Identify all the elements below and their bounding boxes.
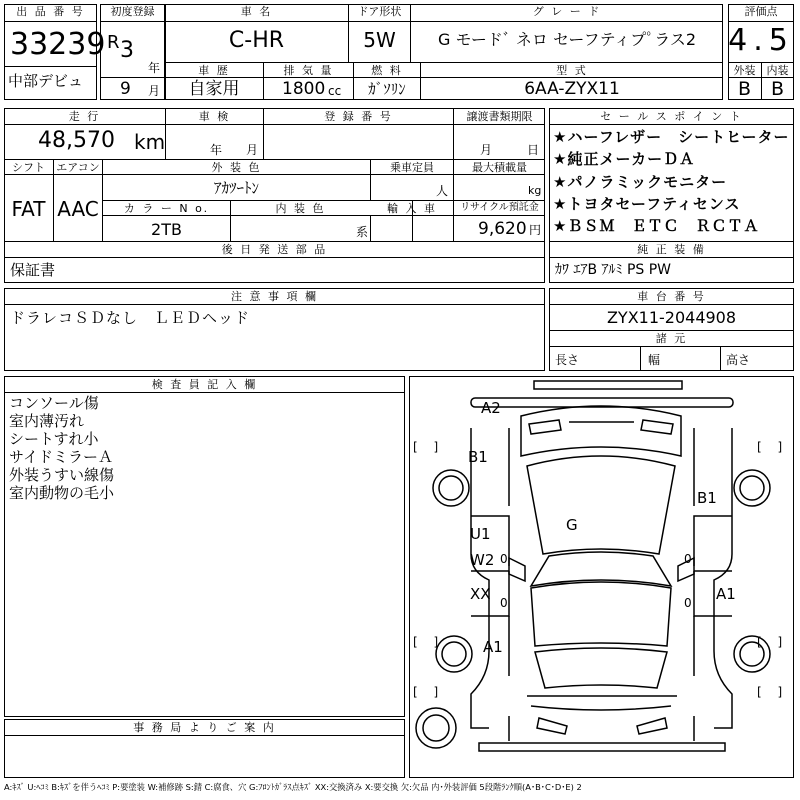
car-diagram bbox=[409, 376, 794, 778]
rear-lamp-right bbox=[641, 420, 673, 434]
shift-label: シフト bbox=[12, 161, 45, 174]
score-value: 4.5 bbox=[728, 23, 794, 58]
ac-label: エアコン bbox=[56, 161, 100, 174]
grade-label: グ レ ー ド bbox=[532, 5, 602, 18]
capacity-label: 乗車定員 bbox=[390, 161, 434, 174]
wheel-icon bbox=[442, 642, 466, 666]
displacement-value: 1800 bbox=[282, 79, 326, 99]
damage-mark: W2 bbox=[470, 551, 495, 569]
inspector-line: シートすれ小 bbox=[9, 430, 99, 448]
dims-label: 諸 元 bbox=[655, 332, 688, 345]
hood bbox=[531, 582, 671, 646]
left-side-body bbox=[471, 428, 489, 728]
car-name-label: 車 名 bbox=[240, 5, 273, 18]
bracket-mark: [ ] bbox=[413, 685, 445, 699]
later-parts-value: 保証書 bbox=[10, 261, 56, 279]
inspector-line: サイドミラーＡ bbox=[9, 448, 113, 466]
lot-label: 出 品 番 号 bbox=[16, 5, 85, 18]
bracket-mark: [ ] bbox=[757, 635, 789, 649]
ext-label: 外装 bbox=[733, 64, 756, 77]
bracket-mark: [ ] bbox=[757, 685, 789, 699]
headlamp-right bbox=[637, 718, 667, 734]
import-label: 輸 入 車 bbox=[387, 202, 437, 215]
legend: A:ｷｽﾞ U:ﾍｺﾐ B:ｷｽﾞを伴うﾍｺﾐ P:要塗装 W:補修跡 S:錆 C:腐食、穴 G:ﾌﾛﾝﾄｶﾞﾗｽ点ｷｽﾞ XX:交換済み X:要交換 欠:欠品 内･外装評価 5段階ﾗﾝｸ順(A･B･C･D･E) 2 bbox=[4, 782, 582, 792]
grade-value: G モードﾞ ネロ セーフティプﾟラス2 bbox=[438, 30, 696, 49]
mileage-label: 走 行 bbox=[68, 110, 101, 123]
int-value: B bbox=[770, 78, 785, 100]
length-label: 長さ bbox=[555, 353, 580, 367]
load-label: 最大積載量 bbox=[472, 161, 527, 174]
notes-label: 注 意 事 項 欄 bbox=[231, 290, 318, 303]
inspector-line: 外装うすい線傷 bbox=[9, 466, 115, 484]
equip-value: ｶﾜ ｴｱB ｱﾙﾐ PS PW bbox=[555, 262, 672, 278]
door-value: 5W bbox=[363, 28, 396, 52]
first-reg-label: 初度登録 bbox=[110, 5, 155, 18]
wheel-icon bbox=[740, 476, 764, 500]
history-label: 車 歴 bbox=[198, 64, 230, 77]
reg-era: R bbox=[107, 32, 120, 53]
fuel-value: ｶﾞｿﾘﾝ bbox=[368, 80, 406, 98]
zero-mark: 0 bbox=[500, 596, 508, 610]
ac-value: AAC bbox=[57, 197, 99, 221]
transfer-month: 月 bbox=[480, 143, 493, 157]
model-value: 6AA-ZYX11 bbox=[524, 79, 620, 99]
month-unit: 月 bbox=[148, 84, 161, 98]
bracket-mark: [ ] bbox=[757, 440, 789, 454]
later-parts-label: 後 日 発 送 部 品 bbox=[221, 243, 328, 256]
load-unit: kg bbox=[528, 184, 542, 197]
inspector-line: 室内薄汚れ bbox=[9, 412, 85, 430]
sales-point: ★ハーフレザー シートヒーター bbox=[553, 128, 790, 146]
damage-mark: A2 bbox=[481, 399, 501, 417]
reg-month: 9 bbox=[120, 79, 131, 99]
ext-color-value: ｱｶﾂｰﾄﾝ bbox=[213, 179, 259, 197]
ext-value: B bbox=[737, 78, 752, 100]
sales-point: ★トヨタセーフティセンス bbox=[553, 195, 741, 213]
mileage-value: 48,570 bbox=[38, 128, 115, 153]
color-no-label: カ ラ ー N o. bbox=[123, 202, 210, 215]
door-label: ドア形状 bbox=[357, 5, 402, 18]
reg-year: 3 bbox=[120, 38, 134, 63]
chassis-value: ZYX11-2044908 bbox=[606, 308, 737, 327]
int-label: 内装 bbox=[766, 64, 789, 77]
transfer-label: 譲渡書類期限 bbox=[466, 110, 533, 123]
sales-label: セ ー ル ス ポ イ ン ト bbox=[600, 110, 743, 123]
front-bumper bbox=[479, 743, 725, 751]
headlamp-left bbox=[537, 718, 567, 734]
sales-point: ★ＢＳＭ ＥＴＣ ＲＣＴＡ bbox=[553, 217, 760, 235]
notes-value: ドラレコＳＤなし ＬＥＤヘッド bbox=[10, 309, 251, 327]
zero-mark: 0 bbox=[500, 552, 508, 566]
mileage-unit: km bbox=[134, 130, 166, 154]
bracket-mark: [ ] bbox=[413, 635, 445, 649]
shift-value: FAT bbox=[11, 197, 46, 221]
transfer-day: 日 bbox=[527, 143, 540, 157]
inspector-line: 室内動物の毛小 bbox=[9, 484, 115, 502]
zero-mark: 0 bbox=[684, 552, 692, 566]
debut-label: 中部デビュ bbox=[8, 72, 84, 90]
inspector-label: 検 査 員 記 入 欄 bbox=[151, 378, 258, 391]
color-no-value: 2TB bbox=[151, 220, 182, 239]
car-name: C-HR bbox=[228, 28, 285, 53]
recycle-value: 9,620 bbox=[478, 219, 527, 239]
windshield bbox=[531, 552, 671, 586]
recycle-label: リサイクル預託金 bbox=[460, 202, 539, 213]
damage-mark: XX bbox=[470, 585, 491, 603]
damage-mark: B1 bbox=[468, 448, 488, 466]
inspector-line: コンソール傷 bbox=[9, 394, 99, 412]
damage-mark: A1 bbox=[483, 638, 503, 656]
int-color-label: 内 装 色 bbox=[275, 202, 326, 215]
displacement-unit: cc bbox=[328, 84, 342, 98]
height-label: 高さ bbox=[726, 353, 751, 367]
roof-mark bbox=[534, 381, 682, 389]
rear-lamp-left bbox=[529, 420, 561, 434]
model-label: 型 式 bbox=[556, 64, 588, 77]
lot-number: 33239 bbox=[10, 27, 106, 62]
damage-mark: U1 bbox=[470, 525, 491, 543]
damage-mark: G bbox=[566, 516, 578, 534]
recycle-unit: 円 bbox=[529, 223, 542, 237]
sales-point: ★純正メーカーＤＡ bbox=[553, 150, 696, 168]
reg-no-label: 登 録 番 号 bbox=[324, 110, 393, 123]
zero-mark: 0 bbox=[684, 596, 692, 610]
fuel-label: 燃 料 bbox=[371, 64, 403, 77]
equip-label: 純 正 装 備 bbox=[637, 243, 706, 256]
wheel-icon bbox=[423, 715, 449, 741]
wheel-icon bbox=[439, 476, 463, 500]
width-label: 幅 bbox=[648, 353, 661, 367]
roof bbox=[527, 456, 675, 554]
bracket-mark: [ ] bbox=[413, 440, 445, 454]
capacity-unit: 人 bbox=[436, 184, 449, 198]
int-color-unit: 系 bbox=[356, 225, 369, 239]
damage-mark: B1 bbox=[697, 489, 717, 507]
chassis-label: 車 台 番 号 bbox=[637, 290, 706, 303]
insp-month: 月 bbox=[246, 143, 259, 157]
right-side-body bbox=[714, 428, 732, 728]
sales-point: ★パノラミックモニター bbox=[553, 173, 728, 191]
year-unit: 年 bbox=[148, 61, 161, 75]
wheel-icon bbox=[416, 708, 456, 748]
ext-color-label: 外 装 色 bbox=[211, 161, 262, 174]
history-value: 自家用 bbox=[188, 79, 240, 99]
front-grille bbox=[535, 648, 667, 688]
office-label: 事 務 局 よ り ご 案 内 bbox=[133, 721, 276, 734]
displacement-label: 排 気 量 bbox=[283, 64, 334, 77]
score-label: 評価点 bbox=[744, 5, 778, 18]
rear-glass bbox=[521, 406, 681, 456]
inspection-label: 車 検 bbox=[198, 110, 231, 123]
damage-mark: A1 bbox=[716, 585, 736, 603]
insp-year: 年 bbox=[210, 143, 223, 157]
